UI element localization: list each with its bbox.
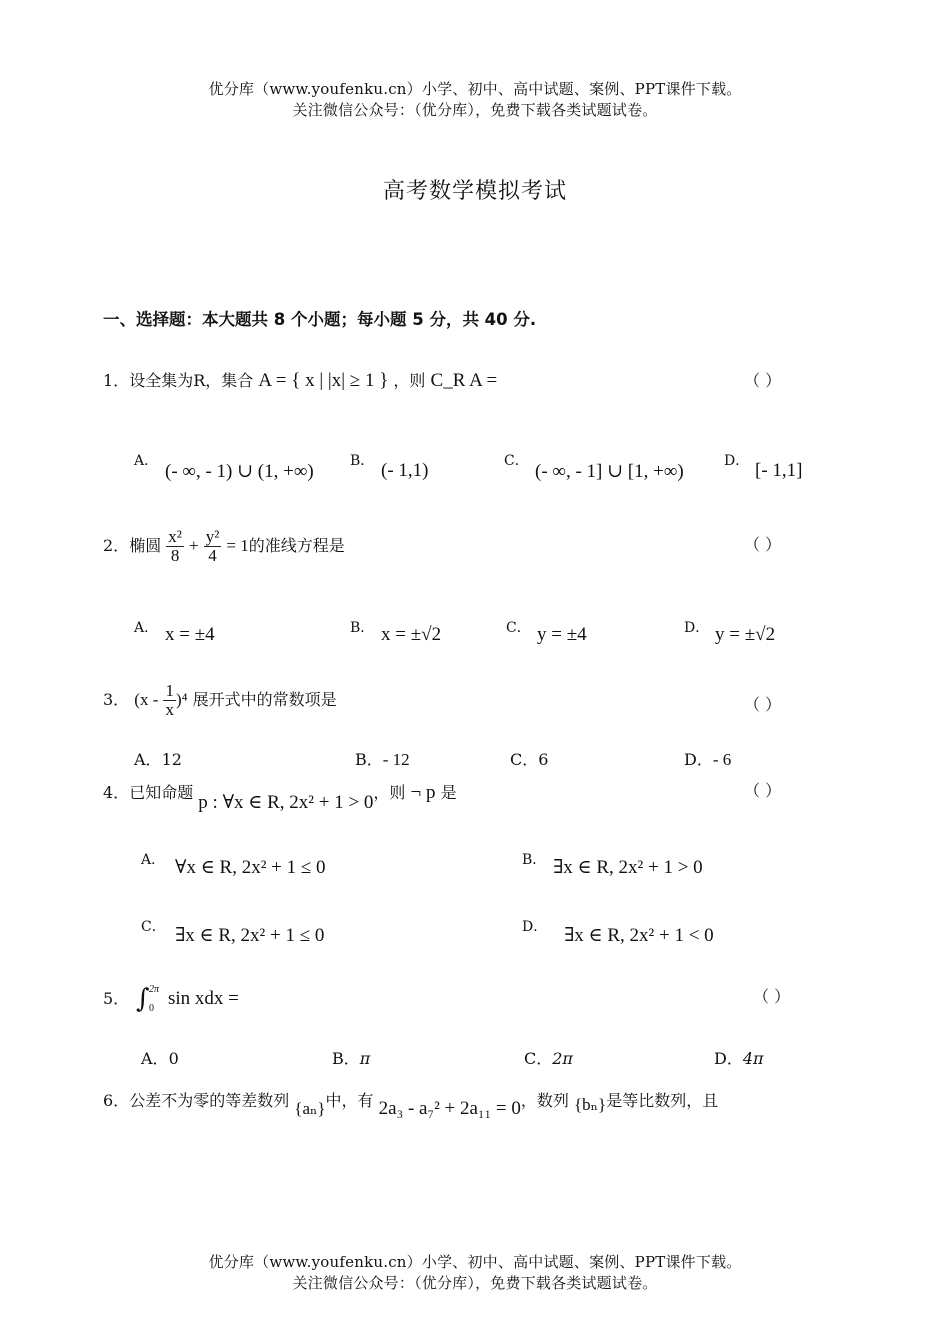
option-b: B．- 12 <box>355 750 410 769</box>
fraction-y <box>204 528 222 565</box>
question-1 <box>103 368 497 392</box>
option-label-b: B． <box>522 852 547 868</box>
answer-blank: （ ） <box>753 987 791 1006</box>
page-title: 高考数学模拟考试 <box>382 179 567 204</box>
sequence-b: {bₙ} <box>574 1095 607 1114</box>
equals-one: = 1 <box>226 535 249 555</box>
question-3 <box>103 682 337 719</box>
question-text: ，则 <box>393 371 426 390</box>
question-number: 1． <box>103 371 130 390</box>
fraction-numerator: x² <box>168 527 182 546</box>
question-2 <box>103 528 345 565</box>
fraction-x <box>166 528 184 565</box>
option-label-d: D． <box>522 919 548 935</box>
question-text: 设全集为R，集合 <box>129 371 254 390</box>
footer-line-2: 关注微信公众号：（优分库），免费下载各类试题试卷。 <box>292 1274 658 1292</box>
option-a: (- ∞, - 1) ∪ (1, +∞) <box>165 461 314 482</box>
integral-sign: ∫ <box>136 984 150 1014</box>
question-text: 是等比数列，且 <box>606 1091 719 1110</box>
question-text: ，则 <box>373 783 406 802</box>
question-text: 展开式中的常数项是 <box>192 689 337 709</box>
option-label-c: C． <box>141 919 166 935</box>
answer-blank: （ ） <box>744 781 782 800</box>
question-text: ，数列 <box>520 1091 569 1110</box>
integrand: sin xdx = <box>168 988 239 1009</box>
footer-line-1: 优分库（www.youfenku.cn）小学、初中、高中试题、案例、PPT课件下载。 <box>208 1253 742 1271</box>
fraction-numerator: y² <box>205 527 220 546</box>
integral-lower-limit: 0 <box>149 1003 154 1014</box>
option-d: D．4π <box>714 1049 764 1068</box>
answer-blank: （ ） <box>744 695 782 714</box>
option-a: A．12 <box>134 750 182 769</box>
fraction-numerator: 1 <box>165 681 174 700</box>
question-text: 椭圆 <box>129 535 162 555</box>
option-d: D．- 6 <box>684 750 732 769</box>
option-d: y = ±√2 <box>715 624 776 645</box>
section-heading: 一、选择题：本大题共 8 个小题；每小题 5 分，共 40 分. <box>103 310 537 329</box>
negation-expression: ¬ p <box>410 782 436 803</box>
option-label-a: A． <box>141 852 166 868</box>
sequence-a: {aₙ} <box>294 1099 326 1118</box>
option-label-c: C． <box>504 453 529 469</box>
header-line-2: 关注微信公众号：（优分库），免费下载各类试题试卷。 <box>292 101 658 119</box>
option-label-b: B． <box>350 453 375 469</box>
option-c: y = ±4 <box>537 624 587 645</box>
option-b: (- 1,1) <box>381 460 429 481</box>
fraction-denominator: 8 <box>166 546 184 565</box>
sequence-equation: 2a₃ - a₇² + 2a₁₁ = 0 <box>378 1098 521 1119</box>
option-b: x = ±√2 <box>381 624 442 645</box>
answer-blank: （ ） <box>744 535 782 554</box>
header-line-1: 优分库（www.youfenku.cn）小学、初中、高中试题、案例、PPT课件下载。 <box>208 80 742 98</box>
question-5-number: 5． <box>103 989 130 1008</box>
question-text: 是 <box>440 783 457 802</box>
option-c: C．6 <box>510 750 549 769</box>
binomial-left: (x - <box>134 689 159 709</box>
option-label-c: C． <box>506 620 531 636</box>
question-text: 中，有 <box>325 1091 374 1110</box>
proposition-expression: p : ∀x ∈ R, 2x² + 1 > 0 <box>198 792 374 813</box>
question-number: 4． <box>103 783 130 802</box>
option-label-d: D． <box>684 620 710 636</box>
option-b: B．π <box>332 1049 371 1068</box>
question-number: 6． <box>103 1091 130 1110</box>
plus-sign: + <box>189 535 199 555</box>
option-label-a: A． <box>134 620 159 636</box>
question-number: 3． <box>103 689 130 709</box>
option-c: (- ∞, - 1] ∪ [1, +∞) <box>535 461 684 482</box>
complement-expression: C_R A = <box>430 370 498 391</box>
fraction-denominator: x <box>165 699 174 719</box>
option-d: [- 1,1] <box>755 460 803 481</box>
option-label-b: B． <box>350 620 375 636</box>
question-text: 已知命题 <box>129 783 194 802</box>
option-a: A．0 <box>141 1049 179 1068</box>
binomial-right: )⁴ <box>175 689 188 709</box>
question-number: 2． <box>103 535 130 555</box>
fraction-denominator: 4 <box>204 546 222 565</box>
option-d: ∃x ∈ R, 2x² + 1 < 0 <box>564 925 714 946</box>
option-c: C．2π <box>524 1049 573 1068</box>
fraction-one-over-x <box>163 682 176 719</box>
option-label-d: D． <box>724 453 750 469</box>
question-6 <box>103 1088 719 1119</box>
question-text: 公差不为零的等差数列 <box>129 1091 290 1110</box>
integral-upper-limit: 2π <box>149 984 160 995</box>
option-a: ∀x ∈ R, 2x² + 1 ≤ 0 <box>175 857 326 878</box>
question-text: 的准线方程是 <box>248 535 345 555</box>
option-label-a: A． <box>134 453 159 469</box>
set-expression: A = { x | |x| ≥ 1 } <box>258 370 389 391</box>
answer-blank: （ ） <box>744 371 782 390</box>
option-b: ∃x ∈ R, 2x² + 1 > 0 <box>553 857 703 878</box>
question-4 <box>103 780 457 813</box>
option-a: x = ±4 <box>165 624 215 645</box>
option-c: ∃x ∈ R, 2x² + 1 ≤ 0 <box>175 925 325 946</box>
